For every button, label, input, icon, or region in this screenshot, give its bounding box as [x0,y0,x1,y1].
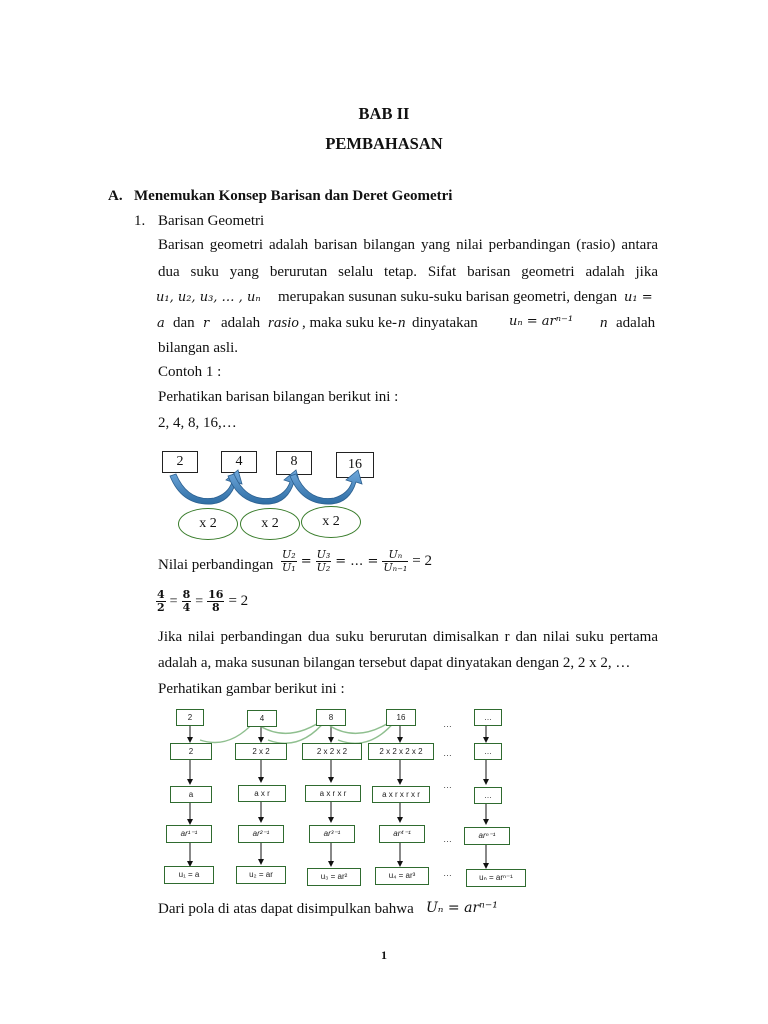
pattern-r5-c5: uₙ = arⁿ⁻¹ [466,869,526,887]
subsection-title: Barisan Geometri [158,213,265,229]
example-sequence: 2, 4, 8, 16,… [158,415,237,431]
ratio-label: Nilai perbandingan [158,557,274,573]
pattern-dots-4: … [443,834,452,844]
pattern-r3-c1: a [170,786,212,803]
pattern-r1-c1: 2 [176,709,204,726]
ratio-fraction-2: $\frac{\text{U₃}}{\text{U₂}}$ [316,548,331,574]
pattern-r3-c5: … [474,787,502,804]
para2-line1: Jika nilai perbandingan dua suku berurutan dimisalkan r dan nilai suku pertama [158,629,658,645]
para1-adalah2: adalah [616,315,656,331]
pattern-r3-c4: a x r x r x r [372,786,430,803]
term-box-4: 16 [336,452,374,478]
pattern-r2-c1: 2 [170,743,212,760]
pattern-r5-c3: u₃ = ar² [307,868,361,886]
pattern-r4-c5: arⁿ⁻¹ [464,827,510,845]
pattern-r4-c2: ar²⁻¹ [238,825,284,843]
pattern-r1-c2: 4 [247,710,277,727]
pattern-r3-c2: a x r [238,785,286,802]
pattern-r4-c3: ar³⁻¹ [309,825,355,843]
para1-sequence-math: u₁, u₂, u₃, … , uₙ [156,290,261,305]
ratio-fraction-n: $\frac{\text{Uₙ}}{\text{Uₙ₋₁}}$ [383,548,408,574]
para2-line2: adalah a, maka susunan bilangan tersebut dapat dinyatakan dengan 2, 2 x 2, … [158,655,631,671]
para1-dan: dan [173,315,195,331]
page-number: 1 [381,948,387,962]
pattern-r5-c2: u₂ = ar [236,866,286,884]
pattern-r2-c3: 2 x 2 x 2 [302,743,362,760]
para1-line1: Barisan geometri adalah barisan bilangan yang nilai perbandingan (rasio) antara [158,237,658,253]
para1-a: a [157,316,165,331]
ratio-equation: $\frac{\text{U₂}}{\text{U₁}}$ = $\frac{\text{U₃}}{\text{U₂}}$ = … = $\frac{\text{Uₙ}}{\text{Uₙ₋₁}}$ = 2 [282,548,433,574]
pattern-r2-c4: 2 x 2 x 2 x 2 [368,743,434,760]
chapter-title: PEMBAHASAN [325,134,443,153]
pattern-r1-c4: 16 [386,709,416,726]
example-prompt: Perhatikan barisan bilangan berikut ini : [158,389,399,405]
pattern-r5-c1: u₁ = a [164,866,214,884]
para1-adalah: adalah [221,315,261,331]
numeric-fraction-2: $\frac{8}{4}$ [182,588,191,614]
conclusion-text: Dari pola di atas dapat disimpulkan bahwa [158,901,414,917]
para1-u1-eq: u₁ = [624,290,653,305]
para1-n2: n [600,315,608,331]
pattern-r1-c3: 8 [316,709,346,726]
numeric-fraction-3: $\frac{16}{8}$ [208,588,224,614]
pattern-r4-c4: ar⁴⁻¹ [379,825,425,843]
curved-arrows [168,468,378,508]
para1-line3-text: merupakan susunan suku-suku barisan geometri, dengan [278,289,618,305]
para1-r: r [203,316,210,331]
term-box-3: 8 [276,451,312,475]
numeric-fraction-1: $\frac{4}{2}$ [157,588,165,614]
term-box-1: 2 [162,451,198,473]
pattern-dots-5: … [443,868,452,878]
multiplier-oval-1: x 2 [178,508,238,540]
term-box-2: 4 [221,451,257,473]
section-title: Menemukan Konsep Barisan dan Deret Geometri [134,188,453,204]
multiplier-oval-2: x 2 [240,508,300,540]
multiplier-oval-3: x 2 [301,506,361,538]
para1-rasio: rasio [268,315,299,331]
pattern-r3-c3: a x r x r [305,785,361,802]
pattern-dots-1: … [443,719,452,729]
para1-dinyatakan: dinyatakan [412,315,478,331]
conclusion-formula: Uₙ = arⁿ⁻¹ [426,900,498,916]
pattern-r5-c4: u₄ = ar³ [375,867,429,885]
para2-prompt: Perhatikan gambar berikut ini : [158,681,345,697]
pattern-dots-3: … [443,780,452,790]
pattern-r2-c2: 2 x 2 [235,743,287,760]
chapter-heading: BAB II [358,104,410,123]
pattern-r1-c5: … [474,709,502,726]
pattern-r4-c1: ar¹⁻¹ [166,825,212,843]
para1-line4-text: , maka suku ke- [302,315,397,331]
example-title: Contoh 1 : [158,364,222,380]
numeric-ratio: $\frac{4}{2}$ = $\frac{8}{4}$ = $\frac{16}{8}$ = 2 [157,588,249,614]
para1-line2: dua suku yang berurutan selalu tetap. Sifat barisan geometri adalah jika [158,264,658,280]
section-label: A. [108,188,123,204]
para1-line5: bilangan asli. [158,340,238,356]
para1-un-formula: uₙ = arⁿ⁻¹ [509,314,574,329]
subsection-label: 1. [134,213,146,229]
para1-n: n [398,315,406,331]
ratio-fraction-1: $\frac{\text{U₂}}{\text{U₁}}$ [282,548,296,574]
pattern-dots-2: … [443,748,452,758]
curved-arrow-3 [290,470,362,504]
pattern-r2-c5: … [474,743,502,760]
